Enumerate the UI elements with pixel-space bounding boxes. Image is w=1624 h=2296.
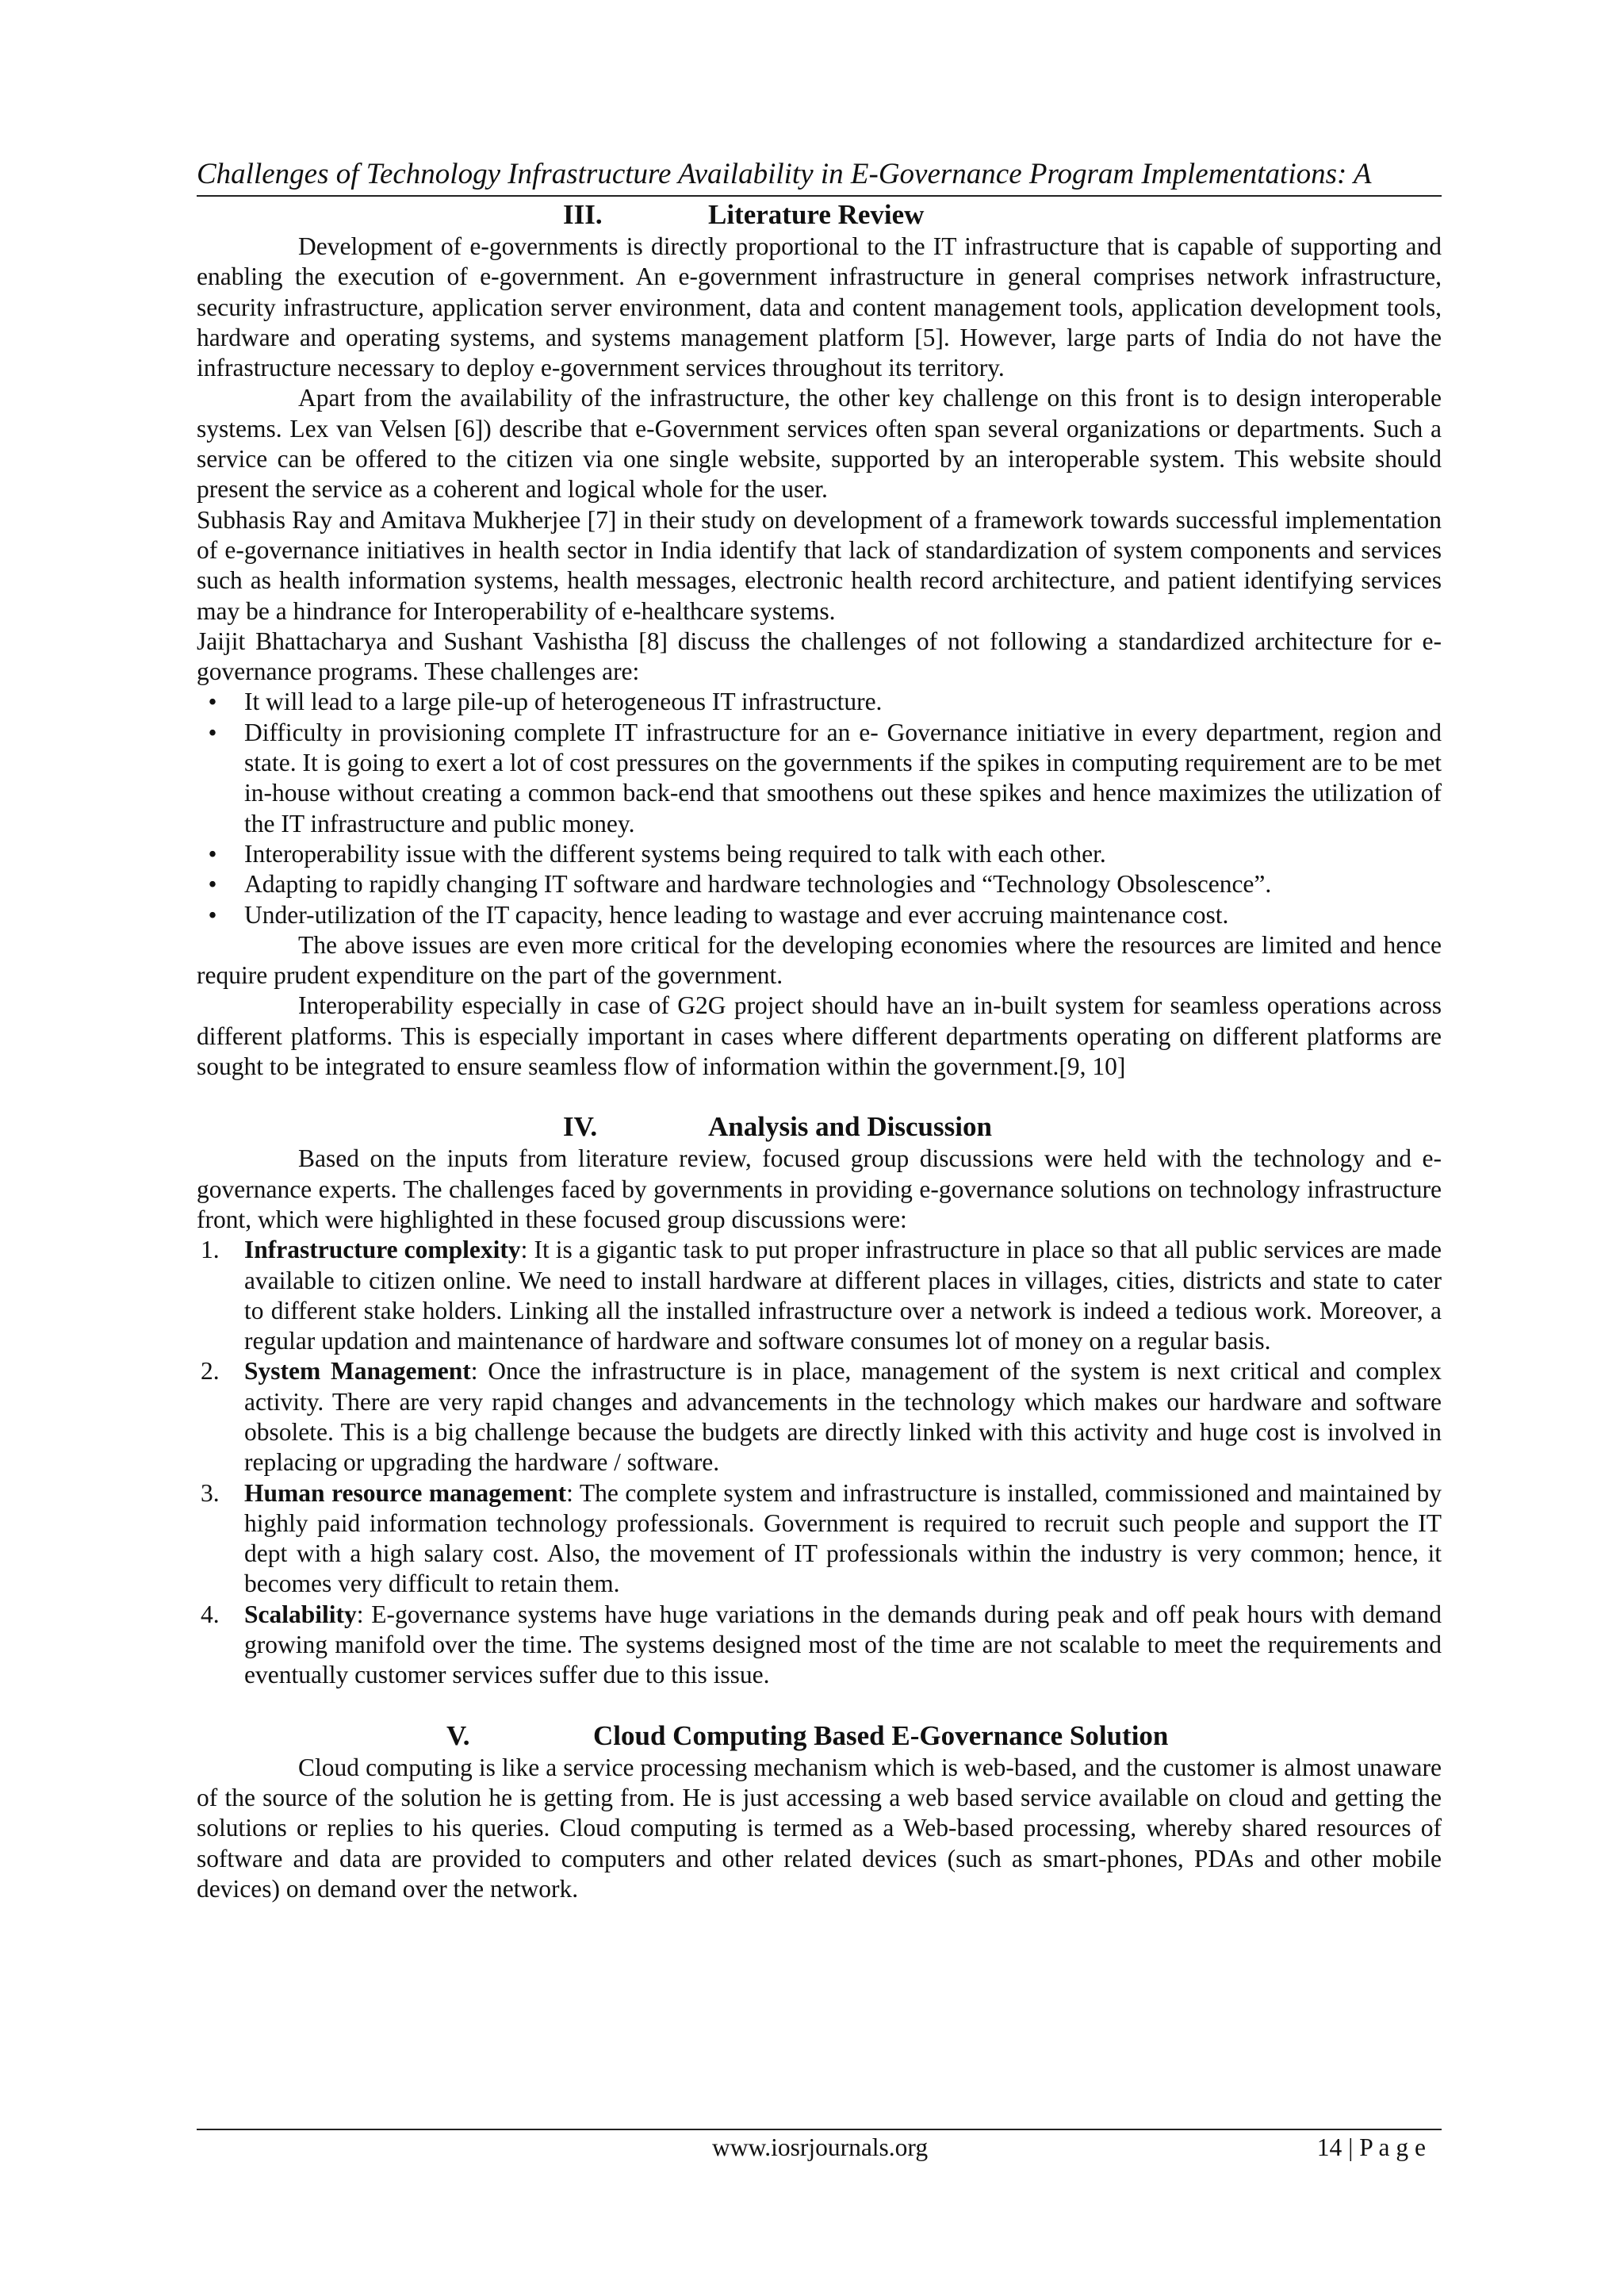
bullet-item — [197, 869, 1442, 899]
bullet-icon: • — [208, 718, 217, 746]
item-text: : E-governance systems have huge variations in the demands during peak and off peak hours with demand growing manifold over the time. The systems designed most of the time are not scalable to meet the requirements and eventually customer services suffer due to this issue. — [244, 1600, 1442, 1689]
item-term: Scalability — [244, 1600, 357, 1628]
section-spacer — [197, 1691, 1442, 1719]
bullet-text: It will lead to a large pile-up of heterogeneous IT infrastructure. — [244, 688, 883, 716]
section-3-number: III. — [563, 199, 603, 230]
running-header: Challenges of Technology Infrastructure Availability in E-Governance Program Implementations: A — [197, 158, 1372, 190]
paragraph: The above issues are even more critical for the developing economies where the resources are limited and hence require prudent expenditure on the part of the government. — [197, 930, 1442, 990]
item-text: : It is a gigantic task to put proper infrastructure in place so that all public services are made available to citizen online. We need to install hardware at different places in villages, cities, districts and state to cater to different stake holders. Linking all the installed infrastructure over a network is indeed a tedious work. Moreover, a regular updation and maintenance of hardware and software consumes lot of money on a regular basis. — [244, 1236, 1442, 1355]
bullet-icon: • — [208, 839, 217, 868]
numbered-item — [197, 1356, 1442, 1478]
bullet-icon: • — [208, 870, 217, 899]
bullet-icon: • — [208, 900, 217, 929]
paragraph: Based on the inputs from literature review, focused group discussions were held with the technology and e-governance experts. The challenges faced by governments in providing e-governance solutions on technology infrastructure front, which were highlighted in these focused group discussions were: — [197, 1144, 1442, 1233]
journal-website: www.iosrjournals.org — [712, 2133, 929, 2161]
section-3-heading — [197, 198, 1442, 232]
bullet-icon: • — [208, 688, 217, 716]
item-text: : Once the infrastructure is in place, management of the system is next critical and complex activity. There are very rapid changes and advancements in the technology which makes our hardware and software obsolete. This is a big challenge because the budgets are directly linked with this activity and huge cost is involved in replacing or upgrading the hardware / software. — [244, 1357, 1442, 1477]
numbered-item — [197, 1478, 1442, 1600]
item-text: : The complete system and infrastructure is installed, commissioned and maintained by highly paid information technology professionals. Government is required to recruit such people and support the IT dept with a high salary cost. Also, the movement of IT professionals within the industry is very common; hence, it becomes very difficult to retain them. — [244, 1478, 1442, 1598]
numbered-item — [197, 1600, 1442, 1691]
challenges-bullet-list — [197, 687, 1442, 930]
bullet-text: Adapting to rapidly changing IT software and hardware technologies and “Technology Obsolescence”. — [244, 870, 1272, 899]
header-rule — [197, 195, 1442, 197]
paragraph: Development of e-governments is directly proportional to the IT infrastructure that is capable of supporting and enabling the execution of e-government. An e-government infrastructure in general comprises network infrastructure, security infrastructure, application server environment, data and content management tools, application development tools, hardware and operating systems, and systems management platform [5]. However, large parts of India do not have the infrastructure necessary to deploy e-government services throughout its territory. — [197, 232, 1442, 382]
page-number: 14 | P a g e — [1316, 2133, 1426, 2161]
paragraph: Interoperability especially in case of G2G project should have an in-built system for seamless operations across different platforms. This is especially important in cases where different departments operating on different platforms are sought to be integrated to ensure seamless flow of information within the government.[9, 10] — [197, 991, 1442, 1081]
paragraph: Cloud computing is like a service processing mechanism which is web-based, and the customer is almost unaware of the source of the solution he is getting from. He is just accessing a web based service available on cloud and getting the solutions or replies to his queries. Cloud computing is termed as a Web-based processing, whereby shared resources of software and data are provided to computers and other related devices (such as smart-phones, PDAs and other mobile devices) on demand over the network. — [197, 1753, 1442, 1903]
section-spacer — [197, 1082, 1442, 1110]
challenges-numbered-list — [197, 1235, 1442, 1690]
section-5-number: V. — [446, 1719, 470, 1751]
page-footer — [197, 2130, 1442, 2165]
item-term: System Management — [244, 1357, 471, 1386]
paragraph: Subhasis Ray and Amitava Mukherjee [7] in their study on development of a framework towards successful implementation of e-governance initiatives in health sector in India identify that lack of standardization of system components and services such as health information systems, health messages, electronic health record architecture, and patient identifying services may be a hindrance for Interoperability of e-healthcare systems. — [197, 505, 1442, 625]
item-number: 1. — [201, 1236, 220, 1264]
numbered-item — [197, 1235, 1442, 1356]
item-number: 2. — [201, 1357, 220, 1386]
bullet-text: Interoperability issue with the different systems being required to talk with each other. — [244, 839, 1106, 868]
item-term: Human resource management — [244, 1478, 567, 1507]
item-term: Infrastructure complexity — [244, 1236, 521, 1264]
item-number: 3. — [201, 1478, 220, 1507]
bullet-item — [197, 839, 1442, 869]
bullet-text: Difficulty in provisioning complete IT infrastructure for an e- Governance initiative in every department, region and state. It is going to exert a lot of cost pressures on the governments if the spikes in computing requirement are to be met in-house without creating a common back-end that smoothens out these spikes and hence maximizes the utilization of the IT infrastructure and public money. — [244, 718, 1442, 838]
section-4-heading — [197, 1110, 1442, 1144]
section-5-title: Cloud Computing Based E-Governance Solution — [593, 1719, 1169, 1751]
page-content — [197, 198, 1442, 1904]
bullet-item — [197, 718, 1442, 839]
section-3-title: Literature Review — [708, 199, 925, 230]
bullet-item — [197, 900, 1442, 930]
section-4-title: Analysis and Discussion — [708, 1111, 992, 1143]
paragraph: Jaijit Bhattacharya and Sushant Vashistha [8] discuss the challenges of not following a standardized architecture for e-governance programs. These challenges are: — [197, 627, 1442, 686]
paragraph: Apart from the availability of the infrastructure, the other key challenge on this front is to design interoperable systems. Lex van Velsen [6]) describe that e-Government services often span several organizations or departments. Such a service can be offered to the citizen via one single website, supported by an interoperable system. This website should present the service as a coherent and logical whole for the user. — [197, 384, 1442, 504]
section-4-number: IV. — [563, 1111, 598, 1143]
section-5-heading — [197, 1719, 1442, 1753]
bullet-text: Under-utilization of the IT capacity, hence leading to wastage and ever accruing maintenance cost. — [244, 900, 1229, 929]
bullet-item — [197, 687, 1442, 717]
item-number: 4. — [201, 1600, 220, 1628]
